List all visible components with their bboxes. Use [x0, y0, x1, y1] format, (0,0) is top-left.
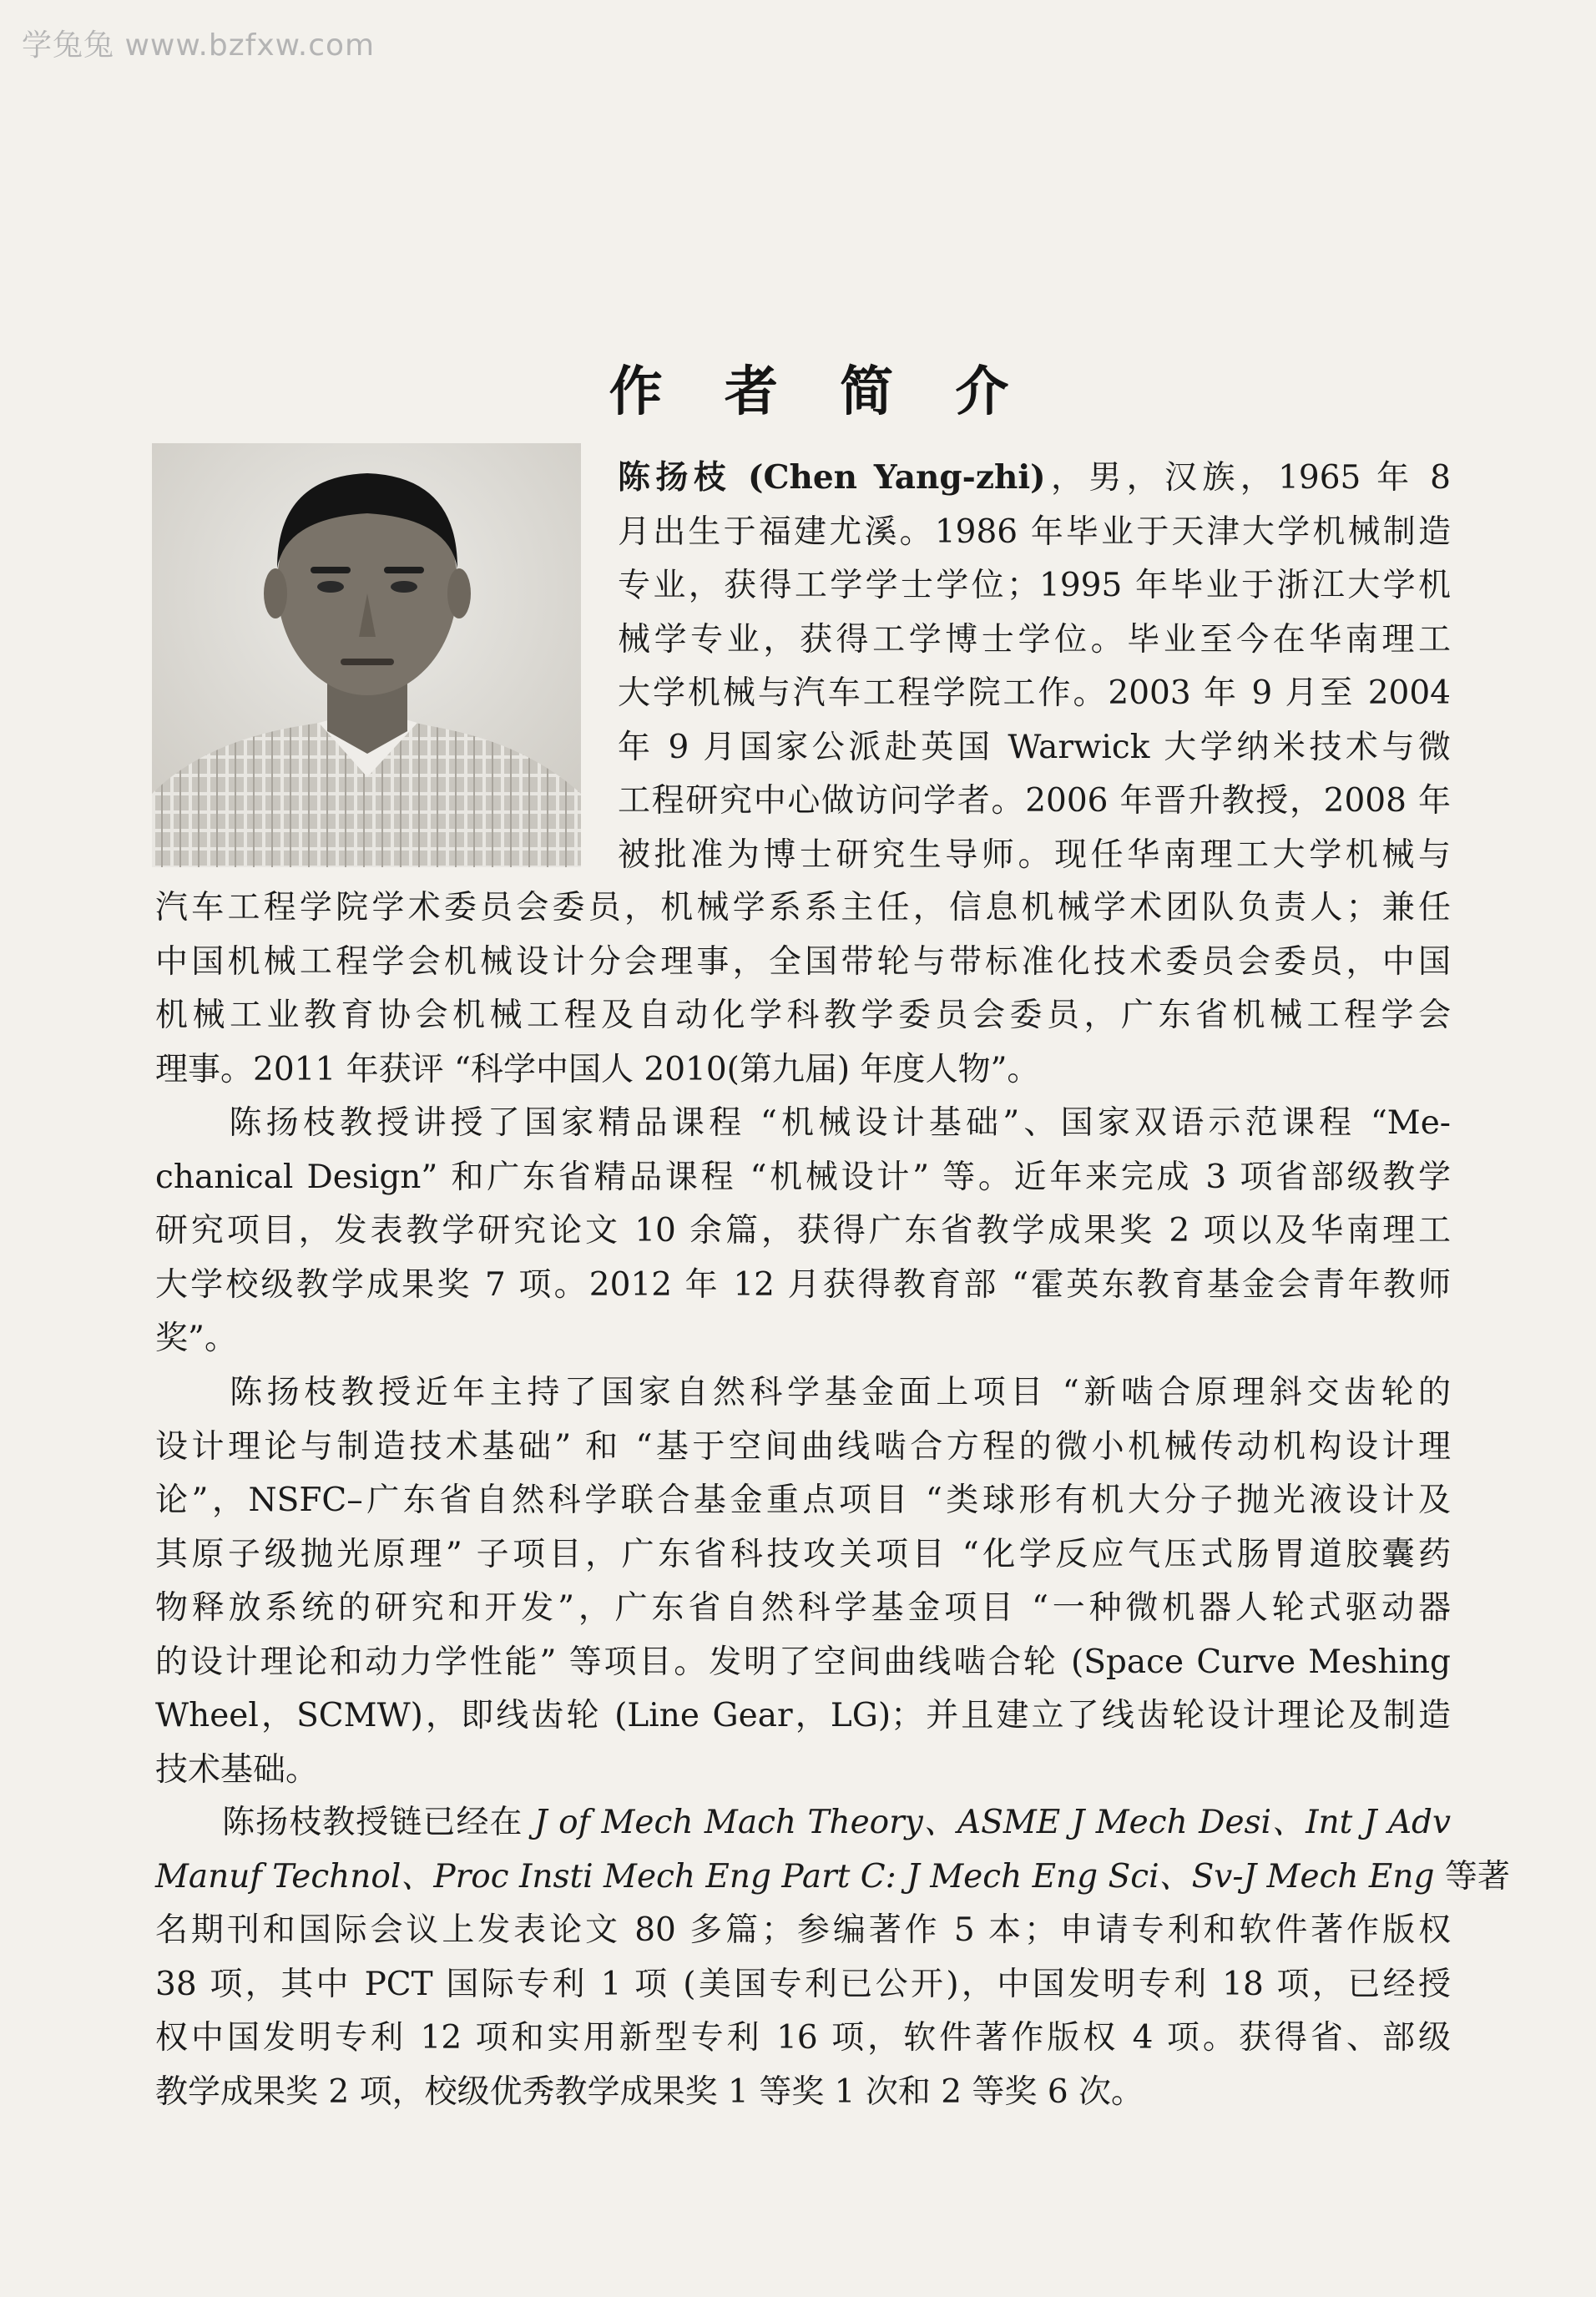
- publications-line: 38 项，其中 PCT 国际专利 1 项 (美国专利已公开)，中国发明专利 18 项，已经授: [155, 1965, 1451, 2003]
- bio-line: 月出生于福建尤溪。1986 年毕业于天津大学机械制造: [618, 512, 1451, 551]
- journal-list: Manuf Technol、Proc Insti Mech Eng Part C: J Mech Eng Sci、Sv-J Mech Eng: [155, 1857, 1435, 1896]
- journal-list: J of Mech Mach Theory、ASME J Mech Desi、Int J Adv: [534, 1804, 1451, 1841]
- research-line: 物释放系统的研究和开发”，广东省自然科学基金项目 “一种微机器人轮式驱动器: [155, 1589, 1451, 1627]
- bio-line: 专业，获得工学学士学位；1995 年毕业于浙江大学机: [618, 567, 1451, 604]
- research-line: Wheel，SCMW)，即线齿轮 (Line Gear，LG)；并且建立了线齿轮设计理论及制造: [155, 1697, 1451, 1734]
- bio-line: 工程研究中心做访问学者。2006 年晋升教授，2008 年: [618, 782, 1451, 820]
- research-line: 设计理论与制造技术基础” 和 “基于空间曲线啮合方程的微小机械传动机构设计理: [155, 1427, 1451, 1466]
- research-line: 技术基础。: [155, 1750, 319, 1789]
- research-line: 论”，NSFC–广东省自然科学联合基金重点项目 “类球形有机大分子抛光液设计及: [155, 1482, 1451, 1519]
- teaching-line: 奖”。: [155, 1320, 237, 1357]
- research-paragraph: [155, 1366, 1451, 1797]
- bio-paragraph-continued: [155, 881, 1451, 1097]
- bio-line: 年 9 月国家公派赴英国 Warwick 大学纳米技术与微: [618, 728, 1451, 766]
- teaching-line: chanical Design” 和广东省精品课程 “机械设计” 等。近年来完成 3 项省部级教学: [155, 1158, 1451, 1196]
- author-photo: [152, 443, 581, 867]
- publications-line: 名期刊和国际会议上发表论文 80 多篇；参编著作 5 本；申请专利和软件著作版权: [155, 1911, 1451, 1949]
- bio-line: 机械工业教育协会机械工程及自动化学科教学委员会委员，广东省机械工程学会: [155, 997, 1451, 1034]
- research-line: 陈扬枝教授近年主持了国家自然科学基金面上项目 “新啮合原理斜交齿轮的: [155, 1374, 1451, 1411]
- research-line: 的设计理论和动力学性能” 等项目。发明了空间曲线啮合轮 (Space Curve Meshing: [155, 1643, 1451, 1681]
- publications-line: 权中国发明专利 12 项和实用新型专利 16 项，软件著作版权 4 项。获得省、部级: [155, 2019, 1451, 2057]
- bio-line: 陈扬枝 (Chen Yang-zhi)，男，汉族，1965 年 8: [618, 458, 1451, 497]
- bio-line: 被批准为博士研究生导师。现任华南理工大学机械与: [618, 836, 1451, 874]
- bio-line: 汽车工程学院学术委员会委员，机械学系系主任，信息机械学术团队负责人；兼任: [155, 889, 1451, 926]
- publications-line: 教学成果奖 2 项，校级优秀教学成果奖 1 等奖 1 次和 2 等奖 6 次。: [155, 2072, 1144, 2111]
- watermark: 学兔兔 www.bzfxw.com: [22, 28, 376, 63]
- publications-line: Manuf Technol、Proc Insti Mech Eng Part C: J Mech Eng Sci、Sv-J Mech Eng 等著: [155, 1857, 1510, 1896]
- teaching-line: 陈扬枝教授讲授了国家精品课程 “机械设计基础”、国家双语示范课程 “Me-: [155, 1104, 1451, 1142]
- author-portrait-photo: [152, 443, 581, 867]
- research-line: 其原子级抛光原理” 子项目，广东省科技攻关项目 “化学反应气压式肠胃道胶囊药: [155, 1535, 1451, 1573]
- bio-line: 理事。2011 年获评 “科学中国人 2010(第九届) 年度人物”。: [155, 1050, 1040, 1088]
- bio-paragraph-beside-photo: [618, 451, 1451, 882]
- teaching-paragraph: [155, 1097, 1451, 1366]
- bio-line: 中国机械工程学会机械设计分会理事，全国带轮与带标准化技术委员会委员，中国: [155, 942, 1451, 981]
- author-name: 陈扬枝 (Chen Yang-zhi): [618, 458, 1046, 497]
- bio-line: 大学机械与汽车工程学院工作。2003 年 9 月至 2004: [618, 674, 1451, 712]
- bio-line: 械学专业，获得工学博士学位。毕业至今在华南理工: [618, 620, 1451, 659]
- page-title: 作 者 简 介: [609, 361, 1031, 423]
- teaching-line: 大学校级教学成果奖 7 项。2012 年 12 月获得教育部 “霍英东教育基金会青年教师: [155, 1265, 1451, 1304]
- publications-paragraph: [155, 1796, 1510, 2119]
- publications-line: 陈扬枝教授链已经在 J of Mech Mach Theory、ASME J Mech Desi、Int J Adv: [155, 1804, 1451, 1841]
- teaching-line: 研究项目，发表教学研究论文 10 余篇，获得广东省教学成果奖 2 项以及华南理工: [155, 1212, 1451, 1249]
